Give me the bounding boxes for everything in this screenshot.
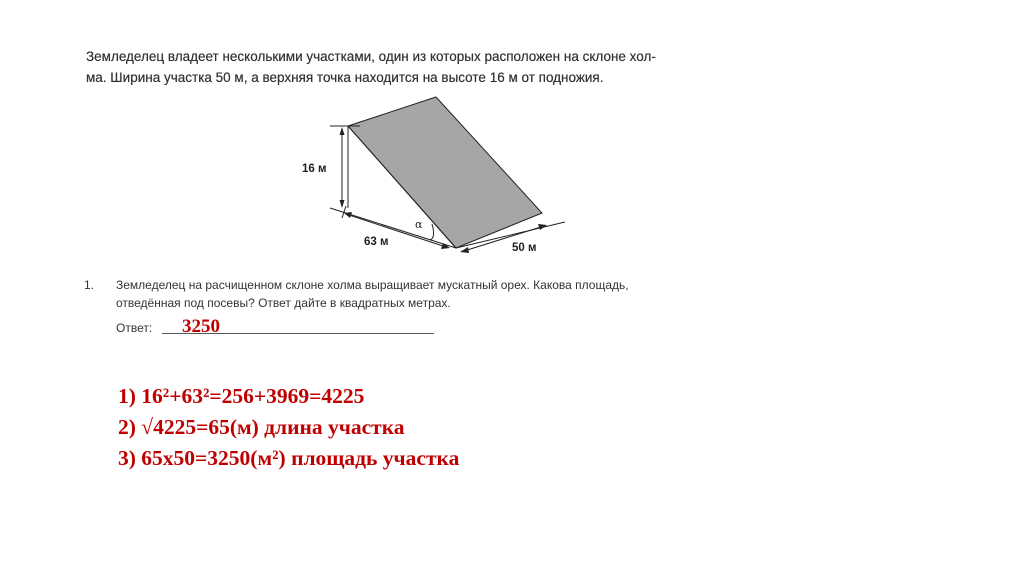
problem-statement-line-2: ма. Ширина участка 50 м, а верхняя точка находится на высоте 16 м от подножия. bbox=[86, 70, 604, 85]
angle-label: α bbox=[415, 218, 423, 231]
solution-step-1: 1) 16²+63²=256+3969=4225 bbox=[118, 384, 365, 408]
height-arrow-head-top bbox=[340, 127, 345, 135]
width-label: 50 м bbox=[512, 242, 537, 254]
task-number: 1. bbox=[84, 278, 95, 292]
angle-arc bbox=[430, 224, 434, 240]
answer-value: 3250 bbox=[182, 316, 220, 337]
width-arrow-head-left bbox=[460, 247, 469, 253]
task-question-line-2: отведённая под посевы? Ответ дайте в квадратных метрах. bbox=[116, 296, 451, 310]
answer-row bbox=[116, 318, 446, 338]
task-question-line-1: Земледелец на расчищенном склоне холма выращивает мускатный орех. Какова площадь, bbox=[116, 278, 629, 292]
base-arrow-head-left bbox=[344, 212, 352, 218]
solution-step-3: 3) 65х50=3250(м²) площадь участка bbox=[118, 446, 460, 470]
task-question bbox=[116, 276, 716, 312]
solution-step-2: 2) √4225=65(м) длина участка bbox=[118, 415, 405, 439]
answer-label: Ответ: bbox=[116, 321, 153, 335]
solution-steps bbox=[118, 381, 459, 474]
height-label: 16 м bbox=[302, 163, 327, 175]
slope-plot-surface bbox=[348, 97, 542, 248]
height-arrow-head-bottom bbox=[340, 200, 345, 208]
problem-statement-line-1: Земледелец владеет несколькими участками, один из которых расположен на склоне хол- bbox=[86, 49, 656, 64]
hill-slope-figure bbox=[290, 90, 590, 260]
problem-statement bbox=[86, 46, 806, 88]
base-label: 63 м bbox=[364, 236, 389, 248]
